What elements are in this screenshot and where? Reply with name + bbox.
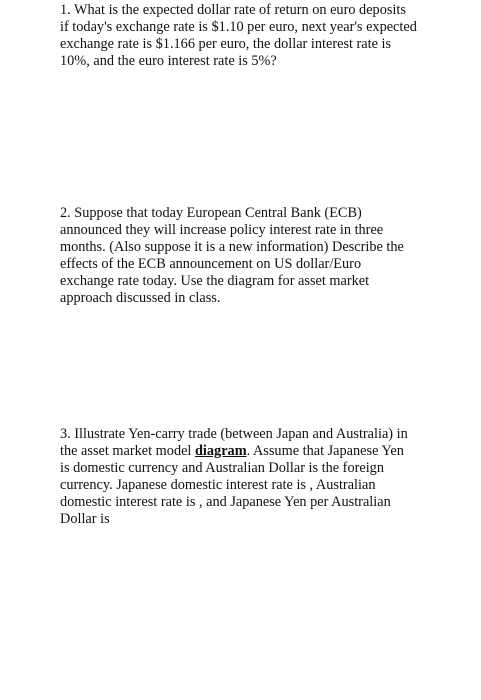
question-3 [60, 426, 430, 528]
question-3-line: currency. Japanese domestic interest rate is , Australian [60, 477, 376, 493]
question-1-line: 10%, and the euro interest rate is 5%? [60, 53, 277, 69]
question-2-line: 2. Suppose that today European Central Bank (ECB) [60, 205, 362, 221]
question-3-line: 3. Illustrate Yen-carry trade (between Japan and Australia) in [60, 426, 408, 442]
question-3-line: domestic interest rate is , and Japanese Yen per Australian [60, 494, 391, 510]
question-1-line: 1. What is the expected dollar rate of return on euro deposits [60, 2, 406, 18]
question-2-line: effects of the ECB announcement on US dollar/Euro [60, 256, 362, 272]
question-2-line: exchange rate today. Use the diagram for asset market [60, 273, 370, 289]
question-3-text: the asset market model [60, 443, 195, 459]
question-3-line: is domestic currency and Australian Dollar is the foreign [60, 460, 384, 476]
diagram-emphasis: diagram [194, 443, 247, 459]
question-1 [60, 2, 430, 70]
question-3-text: . Assume that Japanese Yen [246, 443, 404, 459]
question-3-line [60, 443, 430, 460]
question-3-line: Dollar is [60, 511, 110, 527]
question-2-line: approach discussed in class. [60, 290, 221, 306]
question-1-line: if today's exchange rate is $1.10 per euro, next year's expected [60, 19, 417, 35]
question-1-line: exchange rate is $1.166 per euro, the dollar interest rate is [60, 36, 392, 52]
question-2-line: months. (Also suppose it is a new information) Describe the [60, 239, 404, 255]
question-2-line: announced they will increase policy interest rate in three [60, 222, 384, 238]
question-2 [60, 205, 430, 307]
